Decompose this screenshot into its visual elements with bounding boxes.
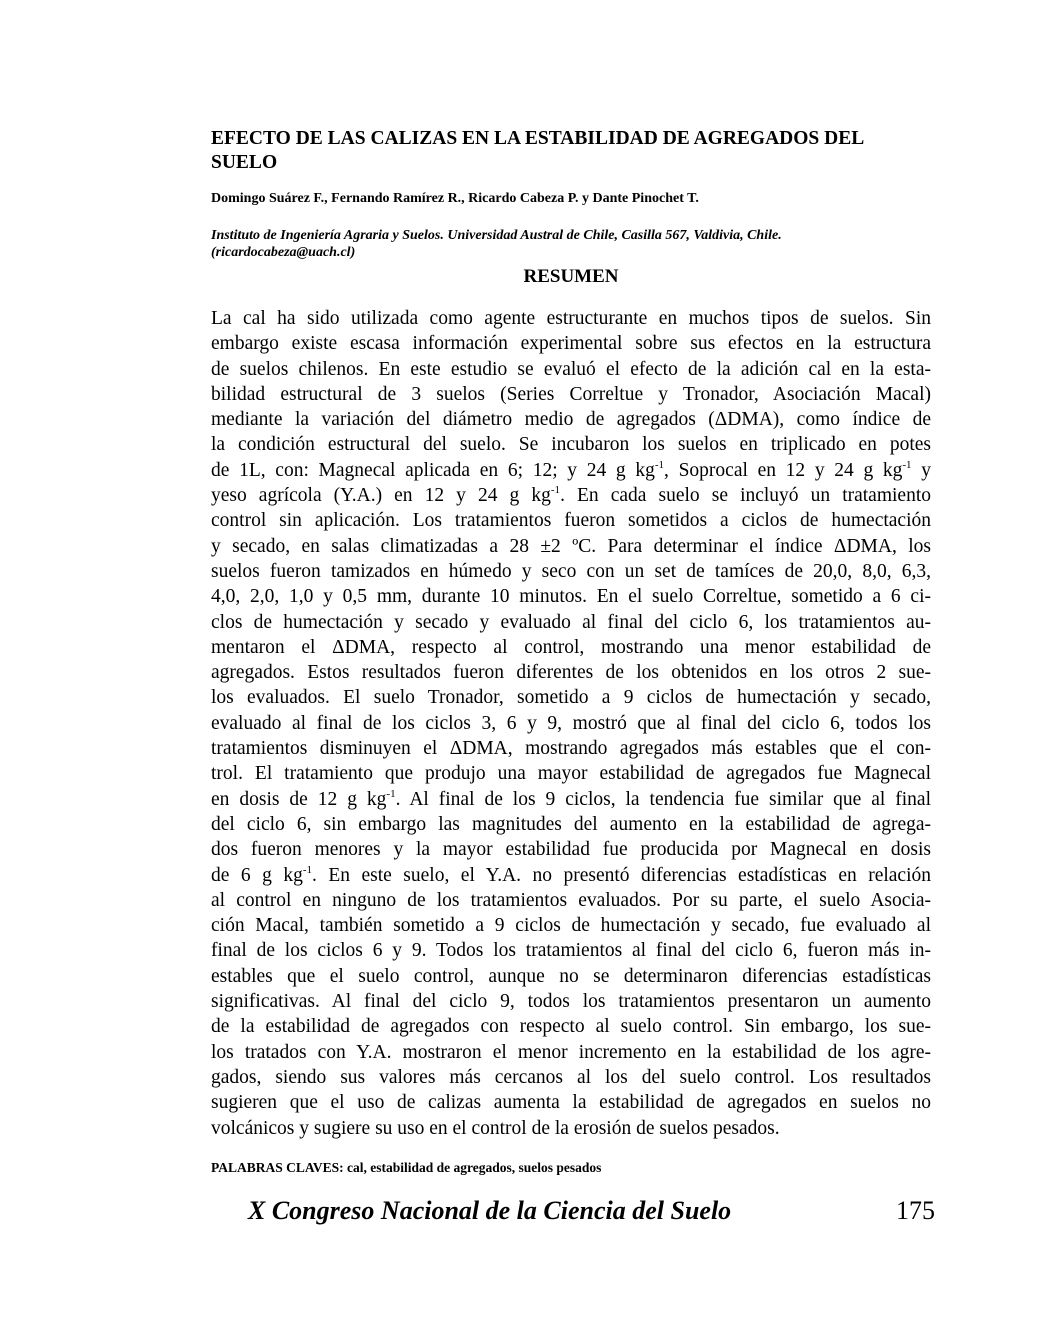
text-run: final de los ciclos 6 y 9. Todos los tratamientos al final del ciclo 6, fueron más in-	[211, 940, 931, 962]
text-run: y	[911, 459, 931, 481]
abstract-line	[211, 610, 931, 635]
text-run: clos de humectación y secado y evaluado al final del ciclo 6, los tratamientos au-	[211, 611, 931, 633]
superscript: -1	[302, 863, 313, 876]
text-run: evaluado al final de los ciclos 3, 6 y 9, mostró que al final del ciclo 6, todos los	[211, 712, 931, 734]
text-run: tratamientos disminuyen el ΔDMA, mostrando agregados más estables que el con-	[211, 738, 931, 760]
text-run: bilidad estructural de 3 suelos (Series Correltue y Tronador, Asociación Macal)	[211, 383, 931, 405]
contact-email: (ricardocabeza@uach.cl)	[211, 245, 356, 260]
abstract-line	[211, 483, 931, 508]
superscript: -1	[902, 458, 912, 471]
text-run: significativas. Al final del ciclo 9, todos los tratamientos presentaron un aumento	[211, 991, 931, 1013]
text-run: de 6 g kg	[211, 864, 303, 886]
abstract-body	[211, 306, 931, 1141]
text-run: en dosis de 12 g kg	[211, 788, 387, 810]
abstract-line	[211, 863, 931, 888]
abstract-line	[211, 938, 931, 963]
abstract-line	[211, 812, 931, 837]
abstract-line	[211, 736, 931, 761]
abstract-line	[211, 787, 931, 812]
abstract-line	[211, 306, 931, 331]
superscript: -1	[654, 458, 665, 471]
abstract-line	[211, 432, 931, 457]
text-run: dos fueron menores y la mayor estabilidad fue producida por Magnecal en dosis	[211, 839, 931, 861]
text-run: 4,0, 2,0, 1,0 y 0,5 mm, durante 10 minutos. En el suelo Correltue, sometido a 6 ci-	[211, 586, 931, 608]
text-run: gados, siendo sus valores más cercanos al los del suelo control. Los resultados	[211, 1066, 931, 1088]
superscript: -1	[550, 484, 561, 497]
author-list: Domingo Suárez F., Fernando Ramírez R., Ricardo Cabeza P. y Dante Pinochet T.	[211, 191, 699, 206]
text-run: mentaron el ΔDMA, respecto al control, mostrando una menor estabilidad de	[211, 636, 931, 658]
text-run: de 1L, con: Magnecal aplicada en 6; 12; y 24 g kg	[211, 459, 655, 481]
abstract-line	[211, 913, 931, 938]
text-run: sugieren que el uso de calizas aumenta la estabilidad de agregados en suelos no	[211, 1092, 931, 1114]
abstract-line	[211, 761, 931, 786]
abstract-line	[211, 458, 931, 483]
abstract-line	[211, 837, 931, 862]
text-run: y secado, en salas climatizadas a 28 ±2 ºC. Para determinar el índice ΔDMA, los	[211, 535, 931, 557]
text-run: suelos fueron tamizados en húmedo y seco con un set de tamíces de 20,0, 8,0, 6,3,	[211, 560, 931, 582]
text-run: La cal ha sido utilizada como agente estructurante en muchos tipos de suelos. Sin	[211, 308, 931, 329]
abstract-line	[211, 1065, 931, 1090]
text-run: . En cada suelo se incluyó un tratamiento	[560, 485, 931, 507]
text-run: control sin aplicación. Los tratamientos fueron sometidos a ciclos de humectación	[211, 510, 931, 532]
text-run: volcánicos y sugiere su uso en el control de la erosión de suelos pesados.	[211, 1117, 780, 1139]
page-number: 175	[896, 1196, 935, 1225]
text-run: yeso agrícola (Y.A.) en 12 y 24 g kg	[211, 485, 551, 507]
abstract-line	[211, 989, 931, 1014]
text-run: del ciclo 6, sin embargo las magnitudes del aumento en la estabilidad de agrega-	[211, 813, 931, 835]
abstract-line	[211, 584, 931, 609]
abstract-line	[211, 331, 931, 356]
abstract-line	[211, 508, 931, 533]
abstract-line	[211, 660, 931, 685]
text-run: . En este suelo, el Y.A. no presentó diferencias estadísticas en relación	[312, 864, 931, 886]
affiliation-block	[211, 227, 941, 261]
keywords: PALABRAS CLAVES: cal, estabilidad de agregados, suelos pesados	[211, 1160, 602, 1175]
text-run: de la estabilidad de agregados con respecto al suelo control. Sin embargo, los sue-	[211, 1016, 931, 1038]
abstract-line	[211, 559, 931, 584]
section-heading-resumen: RESUMEN	[523, 266, 619, 287]
abstract-line	[211, 1014, 931, 1039]
abstract-line	[211, 888, 931, 913]
text-run: al control en ninguno de los tratamientos evaluados. Por su parte, el suelo Asocia-	[211, 889, 931, 911]
text-run: . Al final de los 9 ciclos, la tendencia fue similar que al final	[395, 788, 932, 810]
text-run: agregados. Estos resultados fueron diferentes de los obtenidos en los otros 2 sue-	[211, 662, 931, 684]
abstract-line	[211, 382, 931, 407]
abstract-line	[211, 964, 931, 989]
text-run: la condición estructural del suelo. Se incubaron los suelos en triplicado en potes	[211, 434, 931, 456]
text-run: trol. El tratamiento que produjo una mayor estabilidad de agregados fue Magnecal	[211, 763, 931, 785]
abstract-line	[211, 1090, 931, 1115]
abstract-line	[211, 407, 931, 432]
abstract-line	[211, 534, 931, 559]
text-run: los evaluados. El suelo Tronador, sometido a 9 ciclos de humectación y secado,	[211, 687, 931, 709]
superscript: -1	[386, 787, 396, 800]
paper-title: EFECTO DE LAS CALIZAS EN LA ESTABILIDAD DE AGREGADOS DEL SUELO	[211, 128, 864, 173]
abstract-line	[211, 1040, 931, 1065]
abstract-line	[211, 635, 931, 660]
text-run: , Soprocal en 12 y 24 g kg	[664, 459, 903, 481]
abstract-line	[211, 1116, 931, 1141]
text-run: ción Macal, también sometido a 9 ciclos de humectación y secado, fue evaluado al	[211, 915, 931, 937]
text-run: los tratados con Y.A. mostraron el menor incremento en la estabilidad de los agre-	[211, 1041, 931, 1063]
abstract-line	[211, 685, 931, 710]
text-run: embargo existe escasa información experimental sobre sus efectos en la estructura	[211, 333, 931, 355]
abstract-line	[211, 711, 931, 736]
affiliation: Instituto de Ingeniería Agraria y Suelos. Universidad Austral de Chile, Casilla 567, Valdivia, Chile.	[211, 228, 782, 243]
conference-name: X Congreso Nacional de la Ciencia del Suelo	[248, 1196, 732, 1225]
text-run: estables que el suelo control, aunque no se determinaron diferencias estadísticas	[211, 965, 931, 987]
text-run: de suelos chilenos. En este estudio se evaluó el efecto de la adición cal en la esta-	[211, 358, 931, 380]
text-run: mediante la variación del diámetro medio de agregados (ΔDMA), como índice de	[211, 409, 931, 431]
abstract-line	[211, 357, 931, 382]
